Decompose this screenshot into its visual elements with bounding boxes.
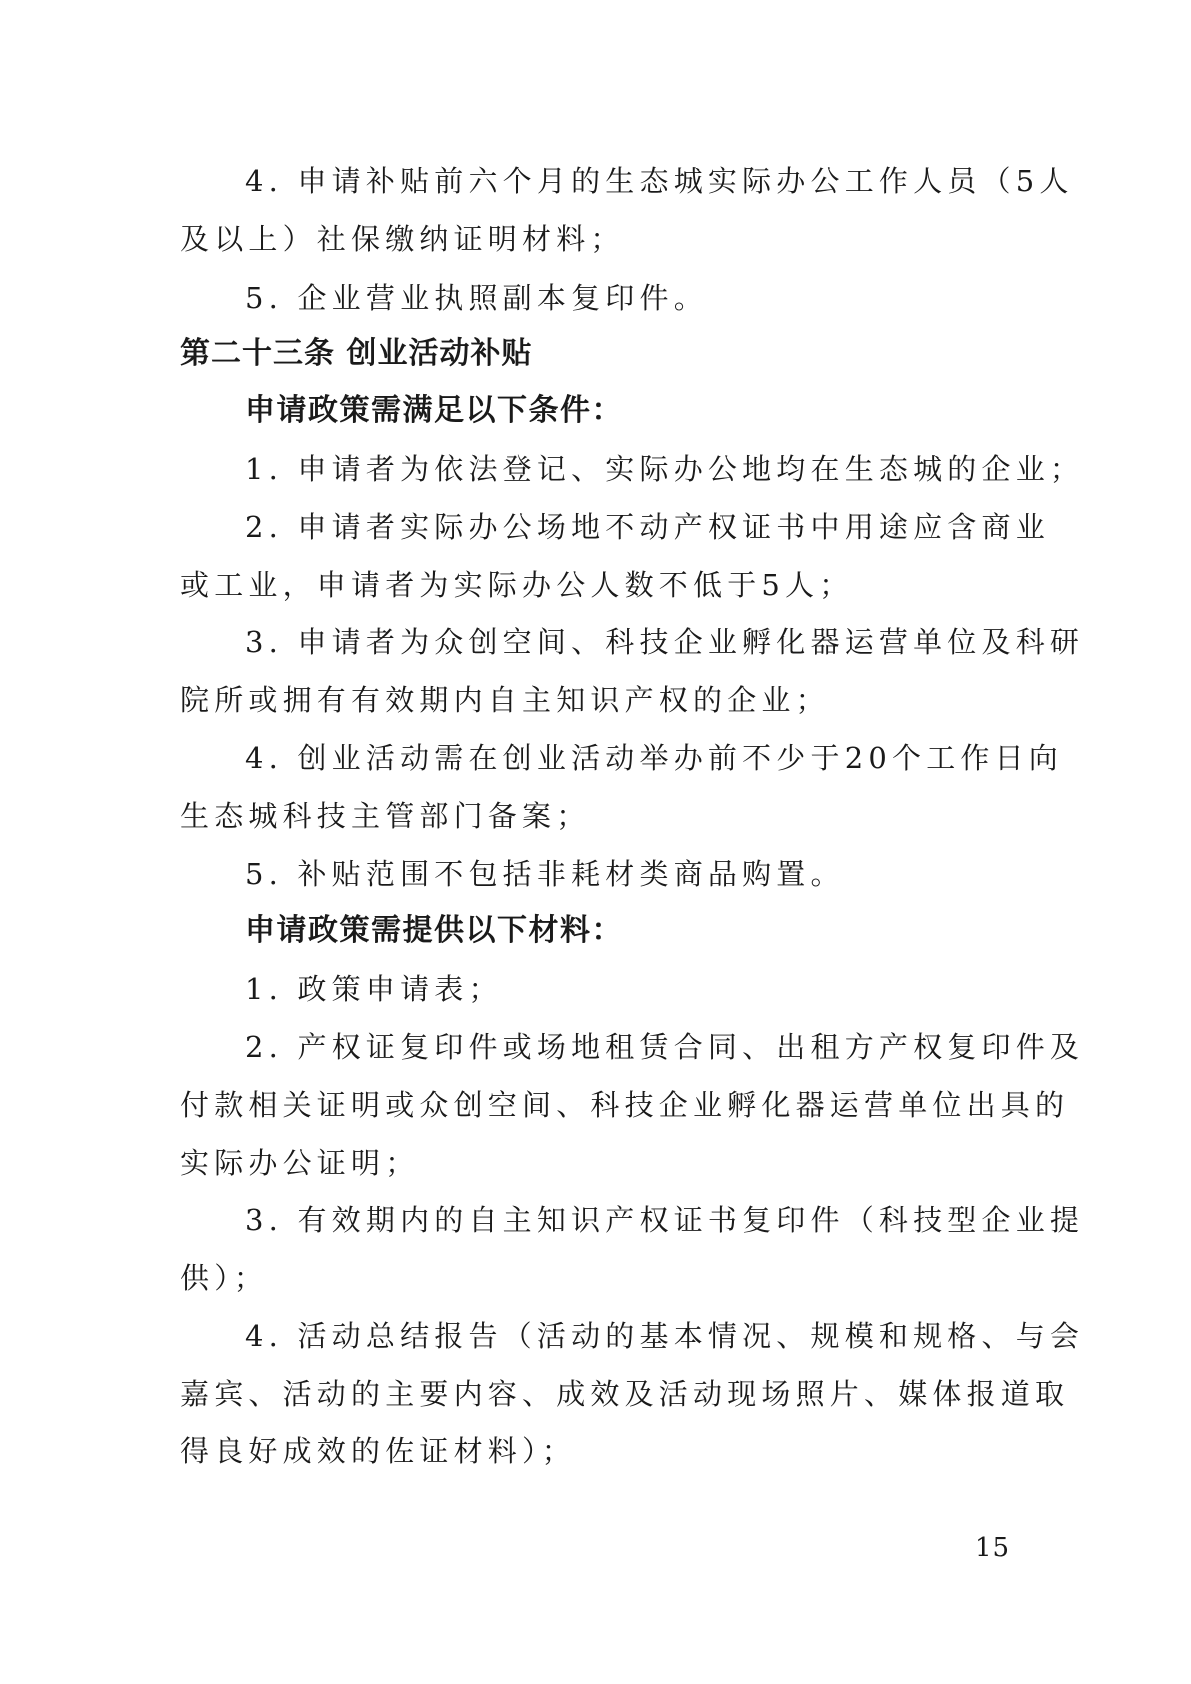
- body-line: 3. 申请者为众创空间、科技企业孵化器运营单位及科研: [245, 625, 1085, 659]
- body-line: 得良好成效的佐证材料）；: [180, 1434, 576, 1468]
- body-line: 2. 申请者实际办公场地不动产权证书中用途应含商业: [245, 510, 1050, 544]
- body-line: 4. 申请补贴前六个月的生态城实际办公工作人员（5人: [245, 164, 1074, 198]
- body-line: 院所或拥有有效期内自主知识产权的企业；: [180, 683, 830, 717]
- body-line: 供）；: [180, 1261, 269, 1295]
- body-line: 或工业，申请者为实际办公人数不低于5人；: [180, 568, 854, 602]
- section-heading: 申请政策需提供以下材料：: [245, 913, 623, 948]
- body-line: 3. 有效期内的自主知识产权证书复印件（科技型企业提: [245, 1203, 1085, 1237]
- body-line: 5. 企业营业执照副本复印件。: [245, 281, 708, 315]
- body-line: 及以上）社保缴纳证明材料；: [180, 222, 625, 256]
- body-line: 嘉宾、活动的主要内容、成效及活动现场照片、媒体报道取: [180, 1377, 1070, 1411]
- body-line: 实际办公证明；: [180, 1146, 420, 1180]
- body-line: 4. 创业活动需在创业活动举办前不少于20个工作日向: [245, 741, 1063, 775]
- body-line: 2. 产权证复印件或场地租赁合同、出租方产权复印件及: [245, 1030, 1085, 1064]
- article-title: 第二十三条 创业活动补贴: [180, 336, 533, 371]
- body-line: 生态城科技主管部门备案；: [180, 799, 591, 833]
- body-line: 1. 申请者为依法登记、实际办公地均在生态城的企业；: [245, 452, 1085, 486]
- section-heading: 申请政策需满足以下条件：: [245, 393, 623, 428]
- body-line: 5. 补贴范围不包括非耗材类商品购置。: [245, 857, 845, 891]
- body-line: 4. 活动总结报告（活动的基本情况、规模和规格、与会: [245, 1319, 1085, 1353]
- body-line: 1. 政策申请表；: [245, 972, 503, 1006]
- body-line: 付款相关证明或众创空间、科技企业孵化器运营单位出具的: [180, 1088, 1070, 1122]
- page-number: 15: [975, 1533, 1011, 1563]
